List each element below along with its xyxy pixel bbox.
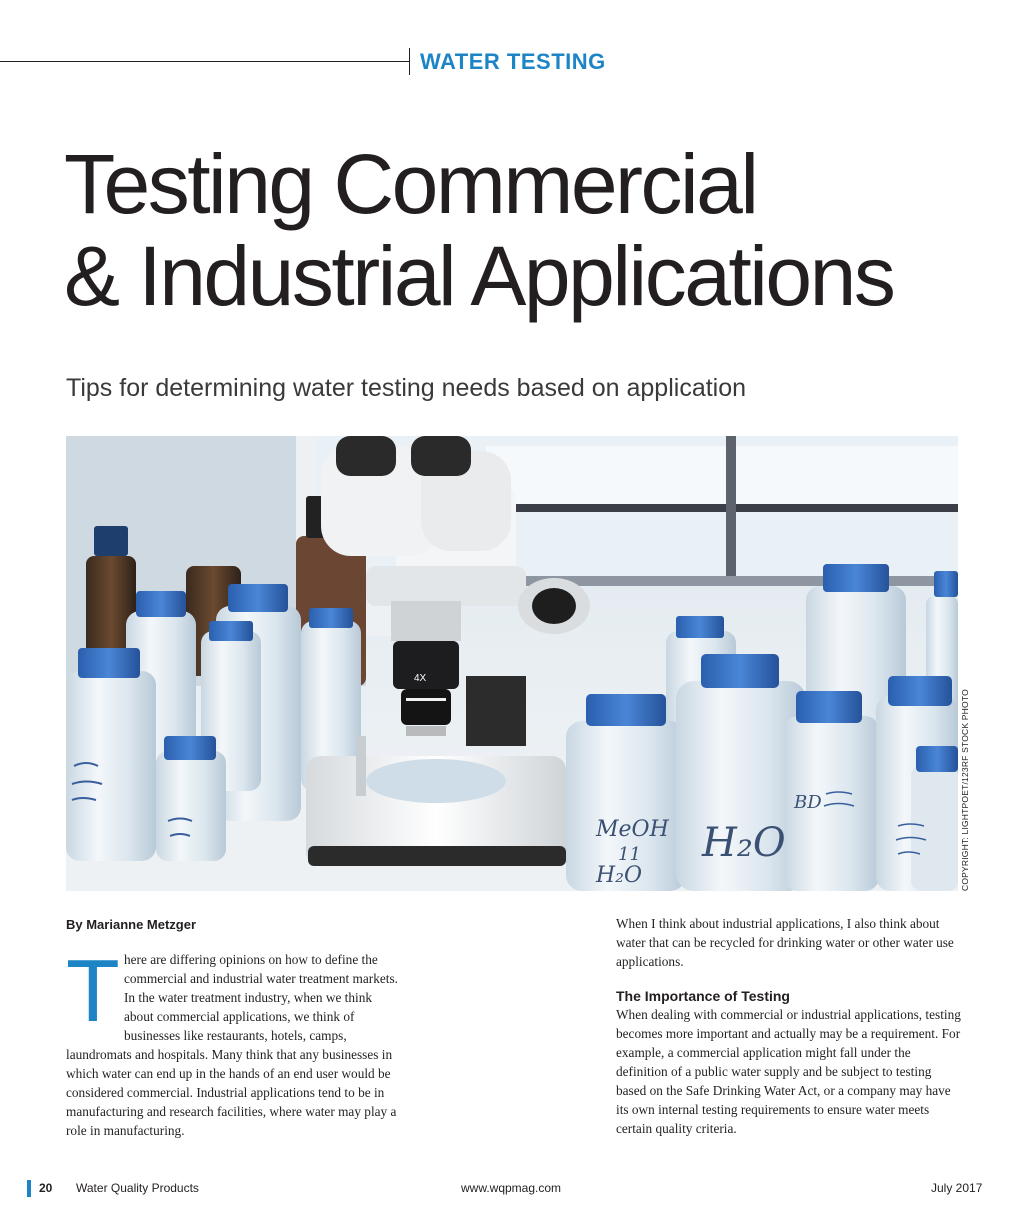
bottle-label-water: H₂O bbox=[702, 820, 786, 866]
article-title bbox=[64, 138, 893, 322]
title-line-1: Testing Commercial bbox=[64, 137, 757, 231]
body-paragraph: When dealing with commercial or industrial applications, testing becomes more important and actually may be a requirement. For example, a commercial application might fall under the definition of a public water supply and be subject to testing based on the Safe Drinking Water Act, or a company may have its own internal testing requirements to ensure water meets certain quality criteria. bbox=[616, 1007, 961, 1136]
photo-credit: COPYRIGHT: LIGHTPOET/123RF STOCK PHOTO bbox=[960, 689, 970, 891]
bottle-label-meoh: MeOH bbox=[596, 817, 669, 842]
section-label: WATER TESTING bbox=[420, 49, 606, 74]
bottle-label-bd: BD bbox=[794, 792, 822, 813]
article-column-left bbox=[66, 941, 398, 1140]
intro-paragraph-text: here are differing opinions on how to define the commercial and industrial water treatment markets. In the water treatment industry, when we think about commercial applications, we think of businesses like restaurants, hotels, camps, laundromats and hospitals. Many think that any businesses in which water can end up in the hands of an end user would be considered commercial. Industrial applications tend to be in manufacturing and research facilities, where water may play a role in manufacturing. bbox=[66, 952, 398, 1138]
dropcap: T bbox=[66, 941, 120, 1040]
bottle-label-number: 11 bbox=[618, 844, 641, 865]
lab-photo bbox=[66, 436, 958, 891]
objective-label: 4X bbox=[414, 673, 427, 684]
byline: By Marianne Metzger bbox=[66, 917, 197, 932]
page-number: 20 bbox=[39, 1181, 53, 1195]
section-divider bbox=[409, 48, 410, 75]
article-subtitle: Tips for determining water testing needs based on application bbox=[66, 374, 747, 402]
intro-paragraph bbox=[66, 941, 398, 1140]
bottle-label-water-small: H₂O bbox=[596, 863, 643, 888]
body-paragraph: When I think about industrial applications, I also think about water that can be recycled for drinking water or other water use applications. bbox=[616, 916, 954, 969]
article-column-right bbox=[616, 914, 964, 1138]
publication-name: Water Quality Products bbox=[76, 1181, 199, 1195]
section-rule bbox=[0, 61, 410, 62]
issue-date: July 2017 bbox=[931, 1181, 983, 1195]
footer-accent-bar bbox=[27, 1180, 31, 1197]
title-line-2: & Industrial Applications bbox=[64, 229, 894, 323]
website-link[interactable]: www.wqpmag.com bbox=[461, 1181, 562, 1195]
section-heading: The Importance of Testing bbox=[616, 988, 790, 1004]
